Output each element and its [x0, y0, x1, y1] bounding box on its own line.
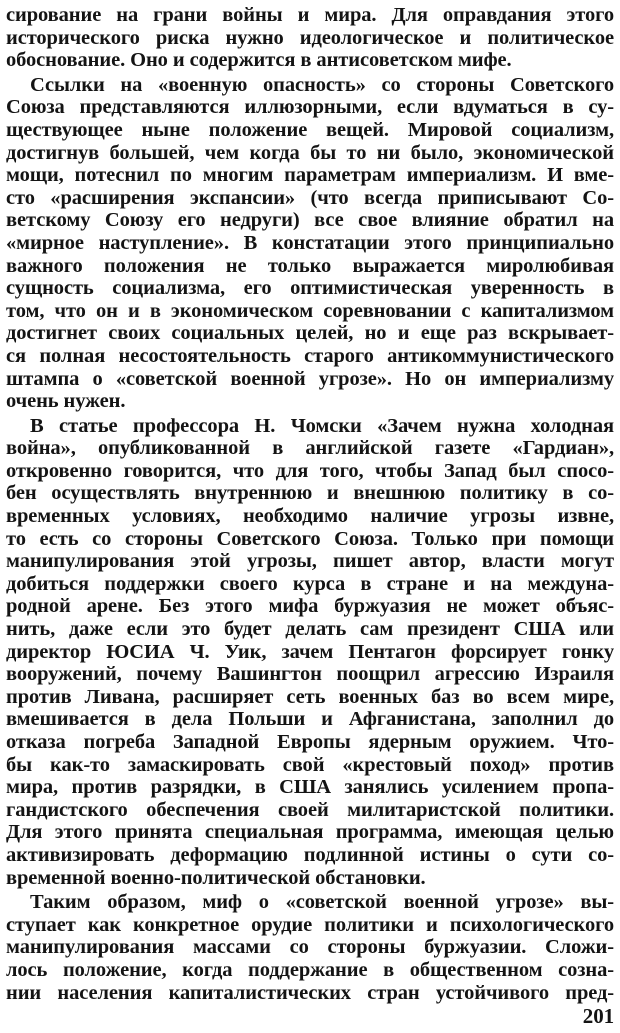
text-line: временной военно-политической обстановки.: [6, 866, 426, 889]
page-number: 201: [582, 1004, 614, 1028]
text-line: нии населения капиталистических стран устойчивого пред-: [6, 981, 614, 1004]
text-line: «мирное наступление». В констатации этого принципиально: [6, 231, 614, 254]
text-line: откровенно говорится, что для того, чтобы Запад был спосо-: [6, 459, 614, 482]
text-line: ветскому Союзу его недруги) все свое влияние обратил на: [6, 209, 614, 232]
text-line: В статье профессора Н. Чомски «Зачем нужна холодная: [30, 414, 614, 437]
text-line: мира, против разрядки, в США занялись усилением пропа-: [6, 776, 614, 799]
text-line: ступает как конкретное орудие политики и психологического: [6, 913, 614, 936]
text-line: обоснование. Оно и содержится в антисоветском мифе.: [6, 49, 512, 72]
text-line: война», опубликованной в английской газете «Гардиан»,: [6, 437, 614, 460]
text-line: Для этого принята специальная программа, имеющая целью: [6, 821, 614, 844]
text-line: нить, даже если это будет делать сам президент США или: [6, 618, 614, 641]
text-line: гандистского обеспечения своей милитаристской политики.: [6, 798, 614, 821]
text-line: манипулирования этой угрозы, пишет автор, власти могут: [6, 550, 614, 573]
text-line: против Ливана, расширяет сеть военных баз во всем мире,: [6, 685, 614, 708]
paragraph-3: [6, 415, 614, 889]
paragraph-4: [6, 891, 614, 1004]
text-line: бы как-то замаскировать свой «крестовый поход» против: [6, 753, 614, 776]
text-line: Ссылки на «военную опасность» со стороны Советского: [30, 73, 614, 96]
text-line: достигнув большей, чем когда бы то ни было, экономической: [6, 141, 614, 164]
text-line: достигнет своих социальных целей, но и еще раз вскрывает-: [6, 322, 614, 345]
text-line: очень нужен.: [6, 390, 126, 413]
text-line: вмешивается в дела Польши и Афганистана, заполнил до: [6, 708, 614, 731]
text-line: исторического риска нужно идеологическое и политическое: [6, 26, 614, 49]
text-line: добиться поддержки своего курса в стране и на междуна-: [6, 572, 614, 595]
paragraph-2: [6, 74, 614, 413]
text-line: ществующее ныне положение вещей. Мировой социализм,: [6, 118, 614, 141]
text-line: директор ЮСИА Ч. Уик, зачем Пентагон форсирует гонку: [6, 640, 614, 663]
text-line: активизировать деформацию подлинной истины о сути со-: [6, 843, 614, 866]
text-line: лось положение, когда поддержание в общественном созна-: [6, 958, 614, 981]
text-line: ся полная несостоятельность старого антикоммунистического: [6, 344, 614, 367]
text-line: сирование на грани войны и мира. Для оправдания этого: [6, 4, 614, 26]
text-line: отказа погреба Западной Европы ядерным оружием. Что-: [6, 731, 614, 753]
paragraph-1: [6, 4, 614, 72]
text-line: Союза представляются иллюзорными, если вдуматься в су-: [6, 96, 614, 119]
text-line: Таким образом, миф о «советской военной угрозе» вы-: [30, 891, 614, 914]
text-line: важного положения не только выражается миролюбивая: [6, 254, 614, 277]
text-line: сто «расширения экспансии» (что всегда приписывают Со-: [6, 186, 614, 209]
text-line: манипулирования массами со стороны буржуазии. Сложи-: [6, 936, 614, 959]
text-line: то есть со стороны Советского Союза. Только при помощи: [6, 527, 614, 550]
text-line: вооружений, почему Вашингтон поощрил агрессию Израиля: [6, 663, 614, 686]
text-line: штампа о «советской военной угрозе». Но он империализму: [6, 367, 614, 390]
text-line: родной арене. Без этого мифа буржуазия не может объяс-: [6, 595, 614, 618]
text-line: сущность социализма, его оптимистическая уверенность в: [6, 277, 614, 300]
text-line: бен осуществлять внутреннюю и внешнюю политику в со-: [6, 482, 614, 505]
text-body: [6, 4, 614, 1004]
text-line: временных условиях, необходимо наличие угрозы извне,: [6, 505, 614, 528]
text-line: мощи, потеснил по многим параметрам империализм. И вме-: [6, 164, 614, 187]
text-line: том, что он и в экономическом соревновании с капитализмом: [6, 299, 614, 322]
